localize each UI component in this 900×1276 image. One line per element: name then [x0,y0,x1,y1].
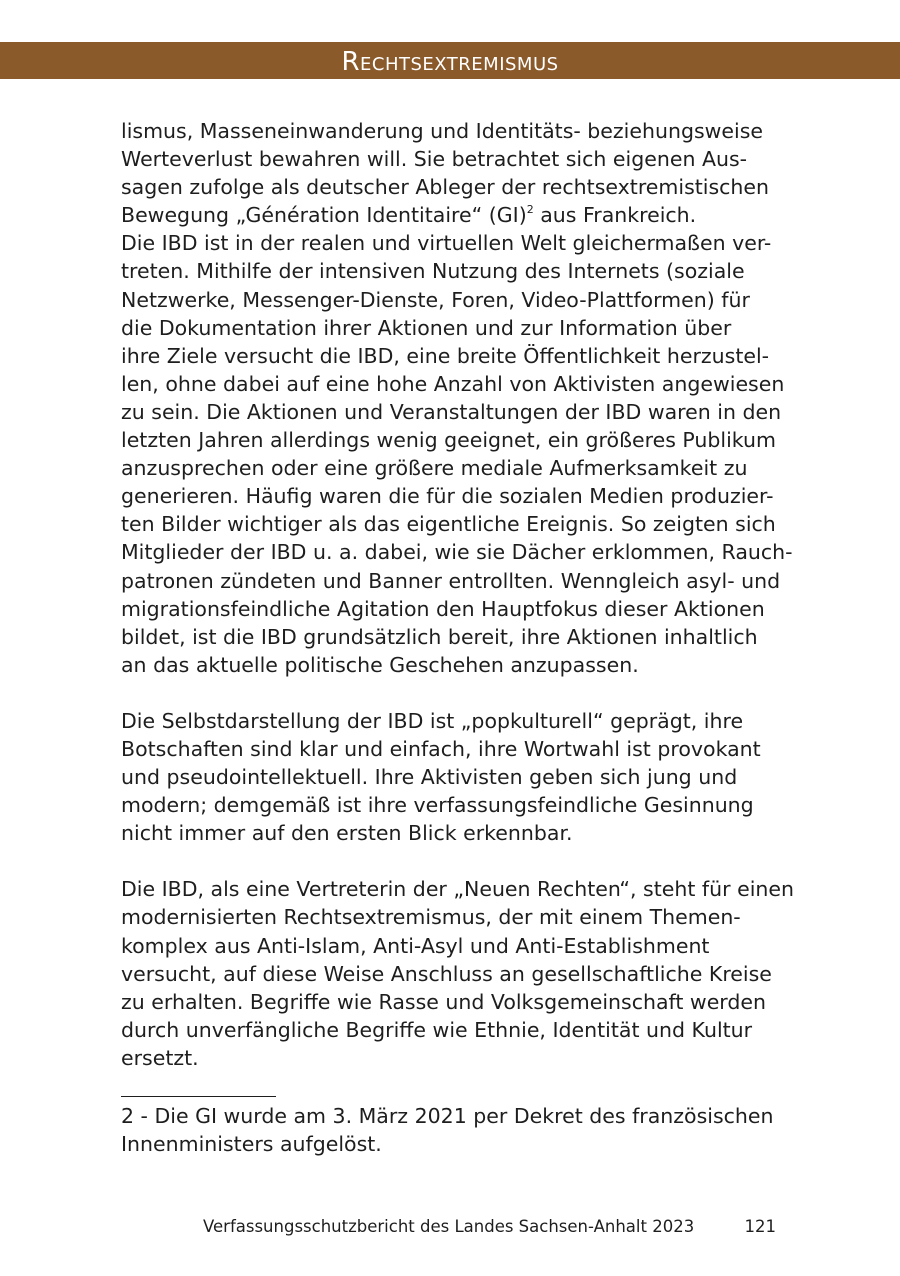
text-line: Die Selbstdarstellung der IBD ist „popkulturell“ geprägt, ihre [121,708,744,733]
text-line: len, ohne dabei auf eine hohe Anzahl von Aktivisten angewiesen [121,371,785,396]
paragraph-1 [121,117,786,229]
text-line: Botschaften sind klar und einfach, ihre Wortwahl ist provokant [121,736,761,761]
chapter-header-band [0,42,900,79]
text-line: Die IBD ist in der realen und virtuellen Welt gleichermaßen ver- [121,231,772,256]
paragraph-3 [121,707,786,847]
text-line: ersetzt. [121,1045,199,1070]
body-text [121,117,794,1072]
footnote-divider [121,1096,276,1097]
text-line: lismus, Masseneinwanderung und Identitäts- beziehungsweise [121,119,764,143]
text-line: und pseudointellektuell. Ihre Aktivisten geben sich jung und [121,765,738,790]
text-line: Netzwerke, Messenger-Dienste, Foren, Video-Plattformen) für [121,287,750,312]
footnote-line: 2 - Die GI wurde am 3. März 2021 per Dekret des französischen [121,1104,774,1128]
text-line: zu erhalten. Begriffe wie Rasse und Volksgemeinschaft werden [121,989,766,1014]
text-line: komplex aus Anti-Islam, Anti-Asyl und Anti-Establishment [121,933,710,958]
text-line-with-footnote [121,201,786,229]
text-line: Werteverlust bewahren will. Sie betrachtet sich eigenen Aus- [121,147,748,172]
text-line: Mitglieder der IBD u. a. dabei, wie sie Dächer erklommen, Rauch- [121,540,793,565]
paragraph-spacer [121,679,786,707]
text-line: treten. Mithilfe der intensiven Nutzung des Internets (soziale [121,259,745,284]
footnote-reference[interactable]: 2 [526,203,534,217]
text-line: bildet, ist die IBD grundsätzlich bereit, ihre Aktionen inhaltlich [121,624,758,649]
text-line: die Dokumentation ihrer Aktionen und zur Information über [121,315,732,340]
page-number: 121 [744,1217,776,1236]
text-line: Die IBD, als eine Vertreterin der „Neuen Rechten“, steht für einen [121,877,794,902]
text-line: nicht immer auf den ersten Blick erkennbar. [121,821,573,846]
text-line: patronen zündeten und Banner entrollten. Wenngleich asyl- und [121,568,781,593]
paragraph-4 [121,875,794,1072]
text-line: an das aktuelle politische Geschehen anzupassen. [121,652,639,677]
footnote-line: Innenministers aufgelöst. [121,1132,382,1157]
text-line: ihre Ziele versucht die IBD, eine breite Öffentlichkeit herzustel- [121,343,770,368]
text-line: generieren. Häufig waren die für die sozialen Medien produzier- [121,484,774,509]
text-line: durch unverfängliche Begriffe wie Ethnie, Identität und Kultur [121,1017,753,1042]
text-line: sagen zufolge als deutscher Ableger der rechtsextremistischen [121,175,770,200]
chapter-title: Rechtsextremismus [341,47,559,77]
text-line: migrationsfeindliche Agitation den Hauptfokus dieser Aktionen [121,596,765,621]
text-segment: aus Frankreich. [533,203,697,228]
page-footer [0,1215,900,1239]
text-line: zu sein. Die Aktionen und Veranstaltungen der IBD waren in den [121,399,782,424]
text-segment: Bewegung „Génération Identitaire“ (GI) [121,203,527,228]
text-line: modernisierten Rechtsextremismus, der mit einem Themen- [121,905,741,930]
text-line: versucht, auf diese Weise Anschluss an gesellschaftliche Kreise [121,961,772,986]
footnote [121,1102,786,1158]
text-line: ten Bilder wichtiger als das eigentliche Ereignis. So zeigten sich [121,512,776,537]
text-line: anzusprechen oder eine größere mediale Aufmerksamkeit zu [121,456,748,481]
footer-publication-title: Verfassungsschutzbericht des Landes Sachsen-Anhalt 2023 [203,1217,695,1236]
text-line: modern; demgemäß ist ihre verfassungsfeindliche Gesinnung [121,793,754,818]
paragraph-2 [121,229,793,679]
text-line: letzten Jahren allerdings wenig geeignet, ein größeres Publikum [121,428,776,453]
paragraph-spacer [121,847,786,875]
